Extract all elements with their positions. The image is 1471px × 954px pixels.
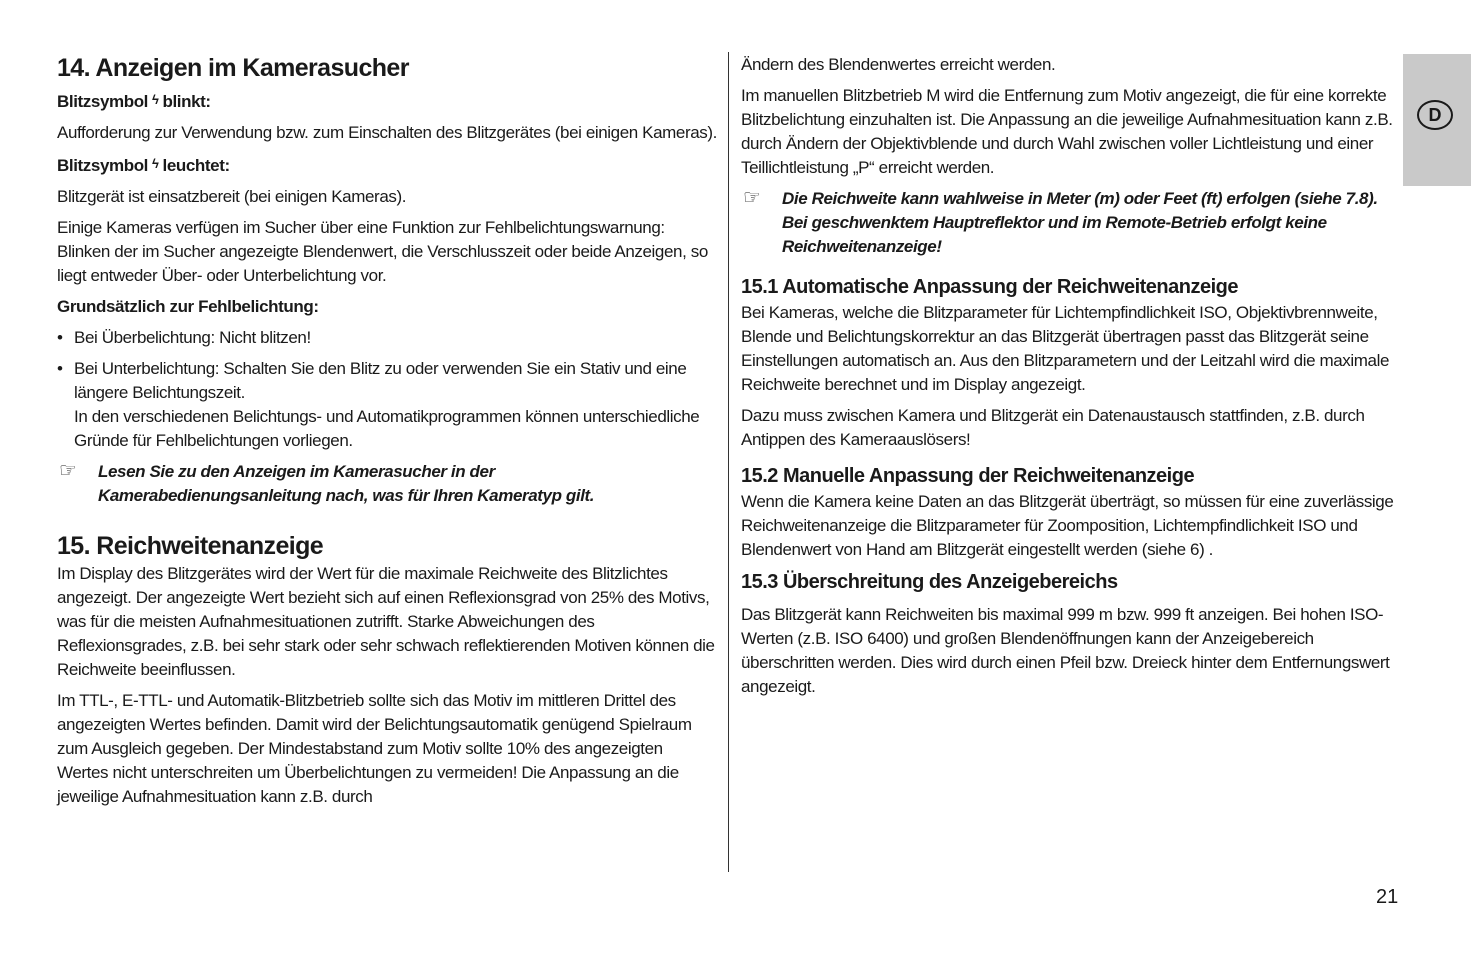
bullet-continuation: In den verschiedenen Belichtungs- und Automatikprogrammen können unterschiedliche Gründe für Fehlbelichtungen vorliegen. xyxy=(74,407,700,450)
paragraph-fehlbelichtungswarnung: Einige Kameras verfügen im Sucher über eine Funktion zur Fehlbelichtungswarnung: Blinken der im Sucher angezeigte Blendenwert, die Verschlusszeit oder beide Anzeigen, so liegt entweder Über- oder Unterbelichtung vor. xyxy=(57,218,708,285)
heading-15-3: 15.3 Überschreitung des Anzeigebereichs xyxy=(741,571,1118,593)
paragraph-15-1-a: Bei Kameras, welche die Blitzparameter für Lichtempfindlichkeit ISO, Objektivbrennweite, Blende und Belichtungskorrektur an das Blitzgerät übertragen passt das Blitzgerät seine Einstellungen automatisch an. Aus den Blitzparametern und der Leitzahl wird die maximale Reichweite berechnet und im Display angezeigt. xyxy=(741,303,1390,394)
lightning-bolt-icon: ϟ xyxy=(152,156,159,171)
page-number: 21 xyxy=(1376,886,1399,908)
heading-15: 15. Reichweitenanzeige xyxy=(57,532,324,560)
subheading-grundsaetzlich: Grundsätzlich zur Fehlbelichtung: xyxy=(57,297,319,316)
bullet-item xyxy=(57,326,717,350)
heading-15-2: 15.2 Manuelle Anpassung der Reichweitenanzeige xyxy=(741,465,1195,487)
language-tab-label: D xyxy=(1417,100,1453,130)
paragraph-einsatzbereit: Blitzgerät ist einsatzbereit (bei einigen Kameras). xyxy=(57,187,407,206)
heading-14: 14. Anzeigen im Kamerasucher xyxy=(57,54,409,82)
leuchtet-label-pre: Blitzsymbol xyxy=(57,156,149,175)
blinkt-label-post: blinkt: xyxy=(162,92,211,111)
pointing-hand-icon: ☞ xyxy=(59,460,77,482)
paragraph-ttl: Im TTL-, E-TTL- und Automatik-Blitzbetrieb sollte sich das Motiv im mittleren Drittel des angezeigten Wertes befinden. Damit wird der Belichtungsautomatik genügend Spielraum zum Ausgleich gegeben. Der Mindestabstand zum Motiv sollte 10% des angezeigten Wertes nicht unterschreiten um Überbelichtungen zu vermeiden! Die Anpassung an die jeweilige Aufnahmesituation kann z.B. durch xyxy=(57,691,692,806)
paragraph-aufforderung: Aufforderung zur Verwendung bzw. zum Einschalten des Blitzgerätes (bei einigen Kameras). xyxy=(57,123,717,142)
paragraph-15-3: Das Blitzgerät kann Reichweiten bis maximal 999 m bzw. 999 ft anzeigen. Bei hohen ISO-Werten (z.B. ISO 6400) und großen Blendenöffnungen kann der Anzeigebereich überschritten werden. Dies wird durch einen Pfeil bzw. Dreieck hinter dem Entfernungswert angezeigt. xyxy=(741,605,1390,696)
paragraph-15-2: Wenn die Kamera keine Daten an das Blitzgerät überträgt, so müssen für eine zuverlässige Reichweitenanzeige die Blitzparameter für Zoomposition, Lichtempfindlichkeit ISO und Blendenwert von Hand am Blitzgerät eingestellt werden (siehe 6) . xyxy=(741,492,1394,559)
bullet-dot: • xyxy=(57,328,63,347)
note-text: Die Reichweite kann wahlweise in Meter (m) oder Feet (ft) erfolgen (siehe 7.8). Bei geschwenktem Hauptreflektor und im Remote-Betrieb erfolgt keine Reichweitenanzeige! xyxy=(782,189,1378,256)
leuchtet-label-post: leuchtet: xyxy=(162,156,230,175)
note-reichweite xyxy=(741,187,1401,259)
bullet-text: Bei Unterbelichtung: Schalten Sie den Blitz zu oder verwenden Sie ein Stativ und eine längere Belichtungszeit. xyxy=(74,359,687,402)
paragraph-display: Im Display des Blitzgerätes wird der Wert für die maximale Reichweite des Blitzlichtes angezeigt. Der angezeigte Wert bezieht sich auf einen Reflexionsgrad von 25% des Motivs, was für die meisten Aufnahmesituationen zutrifft. Starke Abweichungen des Reflexionsgrades, z.B. bei sehr stark oder sehr schwach reflektierenden Motiven können die Reichweite beeinflussen. xyxy=(57,564,715,679)
subheading-leuchtet xyxy=(57,152,717,178)
paragraph-manueller-betrieb: Im manuellen Blitzbetrieb M wird die Entfernung zum Motiv angezeigt, die für eine korrekte Blitzbelichtung einzuhalten ist. Die Anpassung an die jeweilige Aufnahmesituation kann z.B. durch Ändern der Objektivblende und durch Wahl zwischen voller Lichtleistung und einer Teillichtleistung „P“ erreicht werden. xyxy=(741,86,1393,177)
left-column xyxy=(57,0,717,809)
pointing-hand-icon: ☞ xyxy=(743,187,761,209)
right-column xyxy=(741,0,1401,699)
lightning-bolt-icon: ϟ xyxy=(152,92,159,107)
blinkt-label-pre: Blitzsymbol xyxy=(57,92,149,111)
language-tab xyxy=(1403,54,1471,186)
paragraph-continuation: Ändern des Blendenwertes erreicht werden. xyxy=(741,55,1056,74)
paragraph-15-1-b: Dazu muss zwischen Kamera und Blitzgerät ein Datenaustausch stattfinden, z.B. durch Antippen des Kameraauslösers! xyxy=(741,406,1365,449)
note-kamerasucher xyxy=(57,460,717,508)
heading-15-1: 15.1 Automatische Anpassung der Reichweitenanzeige xyxy=(741,276,1238,298)
bullet-text: Bei Überbelichtung: Nicht blitzen! xyxy=(74,328,311,347)
column-divider xyxy=(728,52,729,872)
bullet-dot: • xyxy=(57,359,63,378)
note-text: Lesen Sie zu den Anzeigen im Kamerasucher in der Kamerabedienungsanleitung nach, was für Ihren Kameratyp gilt. xyxy=(98,462,595,505)
bullet-item xyxy=(57,357,717,453)
subheading-blinkt xyxy=(57,88,717,114)
